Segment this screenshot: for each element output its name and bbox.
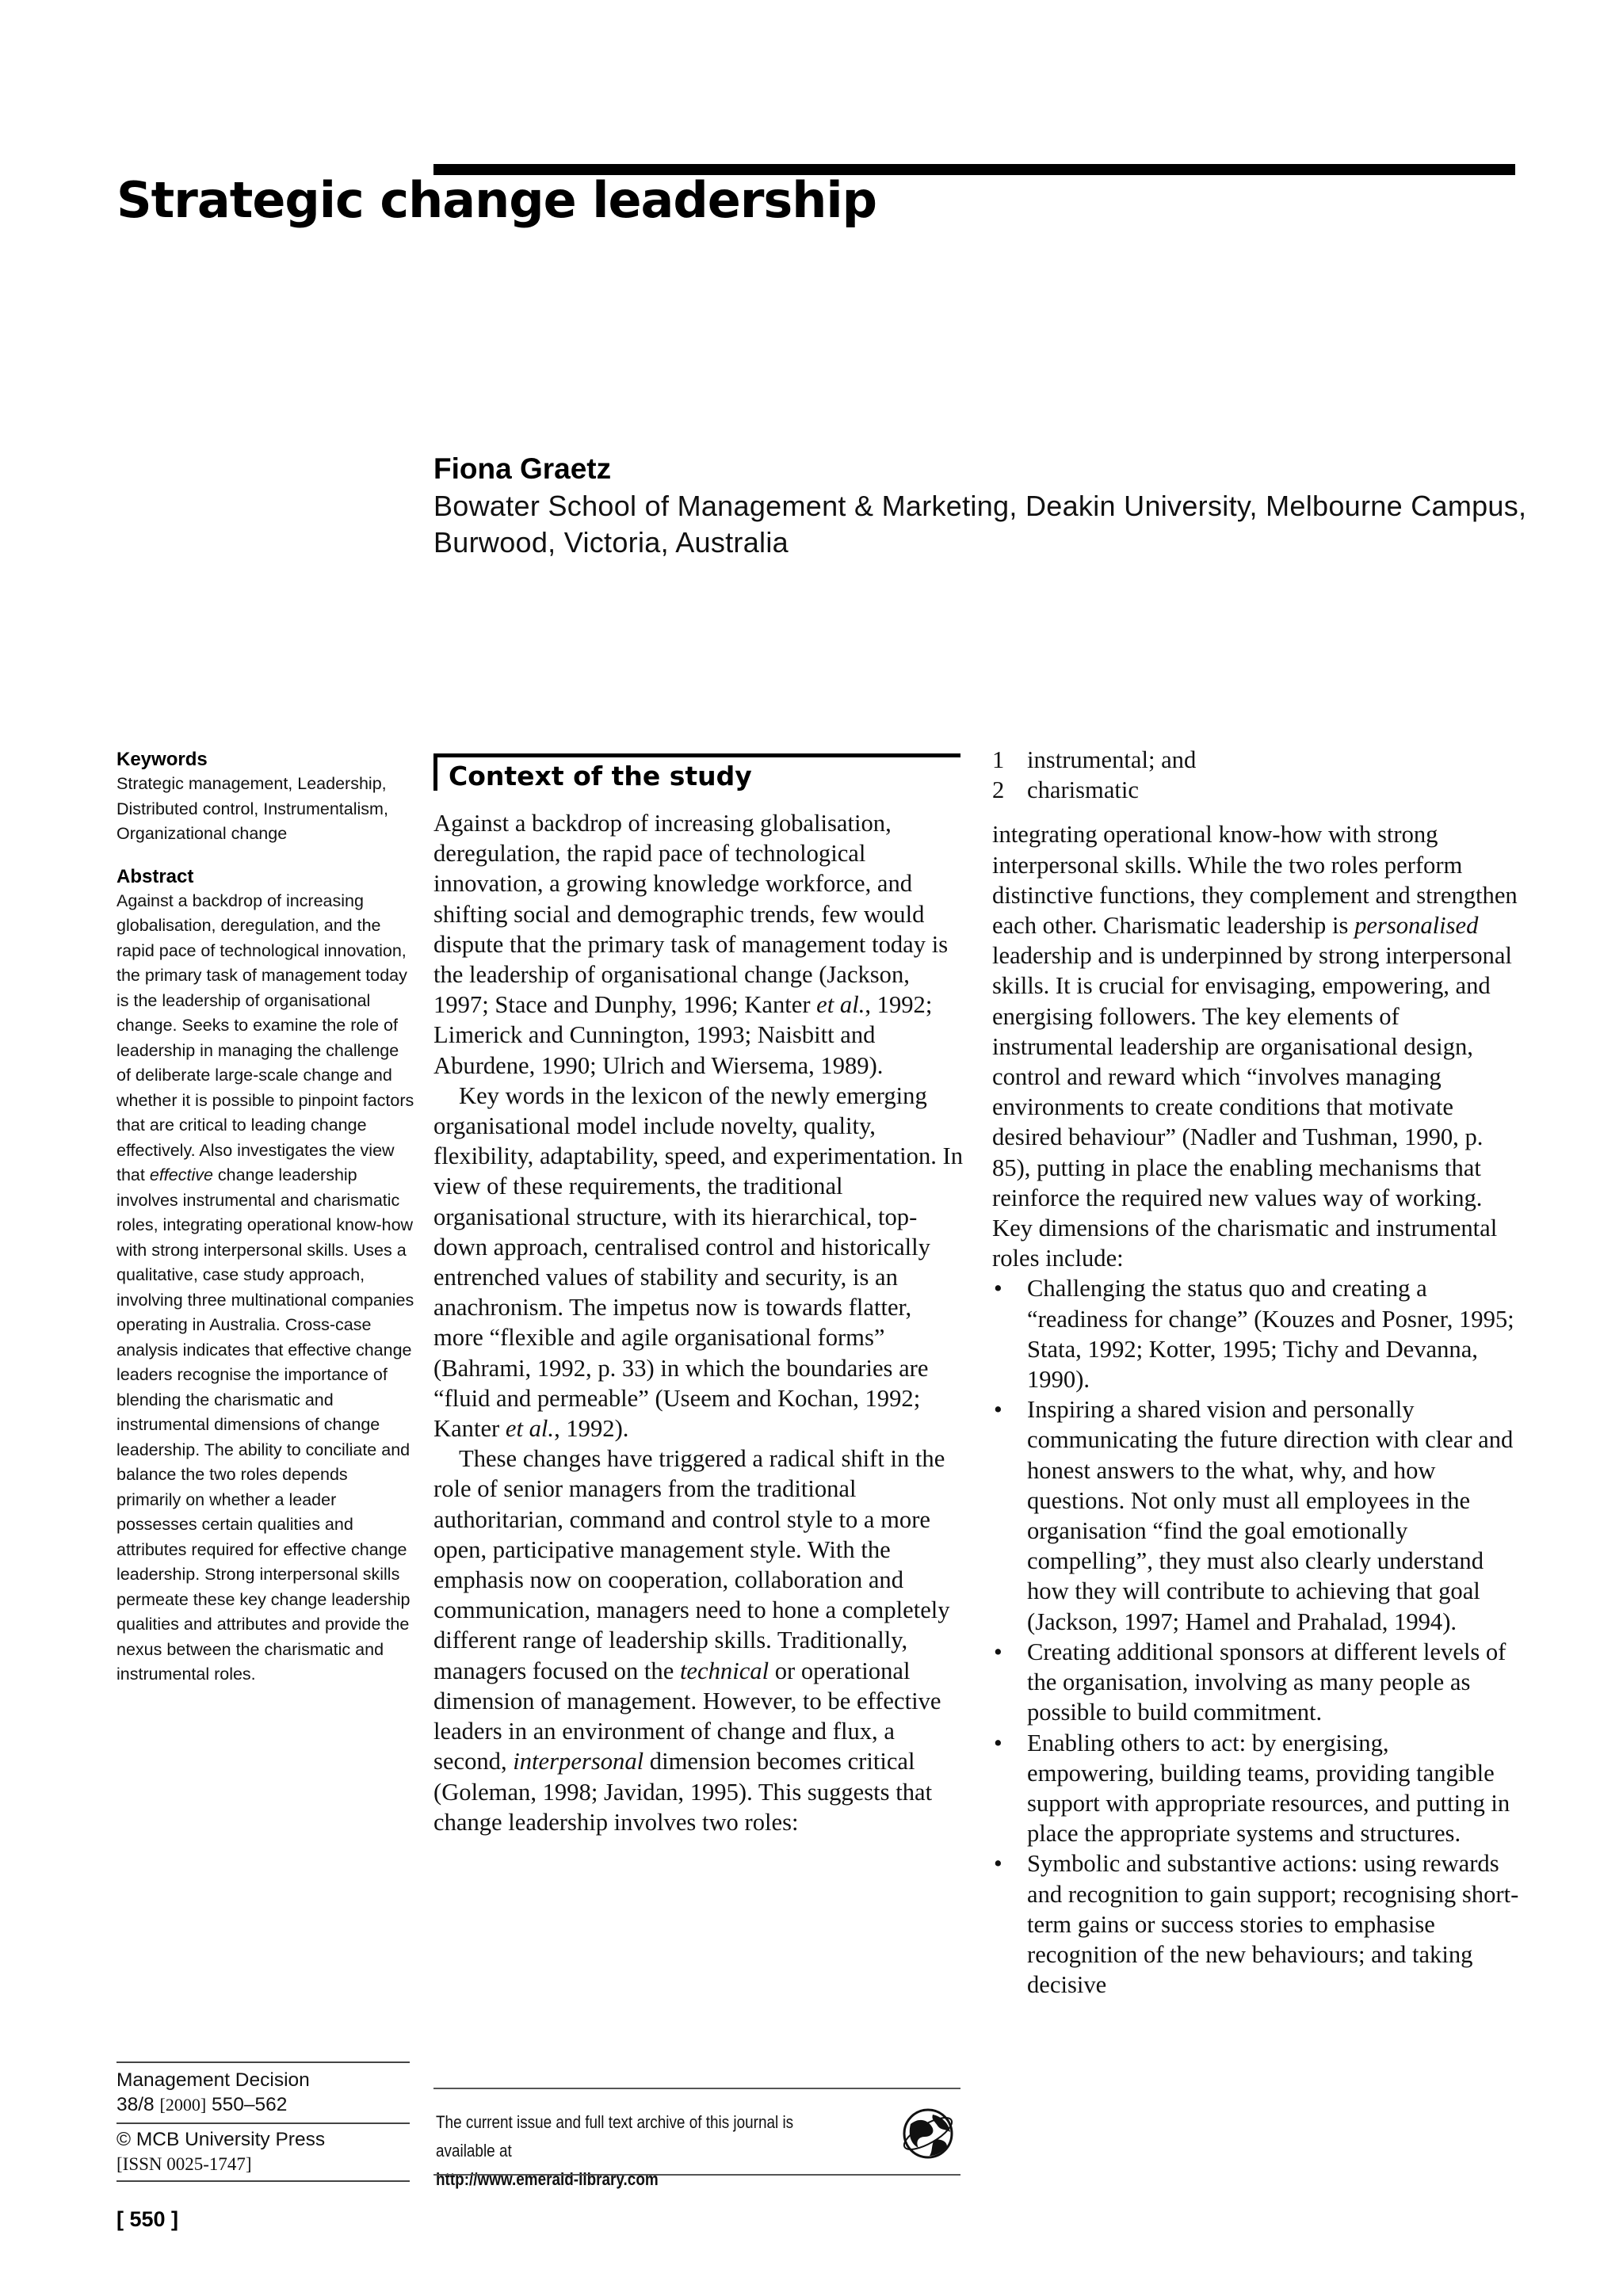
journal-volume xyxy=(116,2092,410,2117)
bullet-text: Creating additional sponsors at different levels of the organisation, involving as many people as possible to build commitment. xyxy=(1027,1638,1507,1726)
journal-info xyxy=(116,2061,410,2182)
globe-logo-icon xyxy=(899,2105,957,2162)
roles-list xyxy=(992,745,1519,805)
bullet-item xyxy=(992,1728,1519,1849)
journal-availability-note xyxy=(436,2108,831,2194)
body-column-right xyxy=(992,745,1519,2000)
dimensions-bullet-list xyxy=(992,1273,1519,2000)
bullet-icon: • xyxy=(994,1638,1002,1665)
abstract-part-1: Against a backdrop of increasing globalisation, deregulation, and the rapid pace of technological innovation, the primary task of management today is the leadership of organisational change. Seeks to examine the role of leadership in managing the challenge of deliberate large-scale change and whether it is possible to pinpoint factors that are critical to leading change effectively. Also investigates the view that xyxy=(116,891,414,1184)
paragraph-3-text-c: dimension becomes critical (Goleman, 1998; Javidan, 1995). This suggests that change leadership involves two roles: xyxy=(433,1748,933,1836)
bullet-item xyxy=(992,1848,1519,2000)
bullet-item xyxy=(992,1394,1519,1637)
paragraph-2-text-a: Key words in the lexicon of the newly emerging organisational model include novelty, quality, flexibility, adaptability, speed, and experimentation. In view of these requirements, the traditional organisational structure, with its hierarchical, top-down approach, centralised control and historically entrenched values of stability and security, is an anachronism. The impetus now is towards flatter, more “flexible and agile organisational forms” (Bahrami, 1992, p. 33) in which the boundaries are “fluid and permeable” (Useem and Kochan, 1992; Kanter xyxy=(433,1081,964,1443)
journal-volume-year: [2000] xyxy=(159,2095,207,2115)
sidebar xyxy=(116,747,416,1688)
bullet-text: Inspiring a shared vision and personally communicating the future direction with clear and honest answers to the what, why, and how questions. Not only must all employees in the organisation “find the goal emotionally compelling”, they must also clearly understand how they will contribute to achieving that goal (Jackson, 1997; Hamel and Prahalad, 1994). xyxy=(1027,1396,1514,1635)
journal-volume-pages: 550–562 xyxy=(206,2094,288,2115)
author-name: Fiona Graetz xyxy=(433,452,612,485)
bullet-text: Symbolic and substantive actions: using rewards and recognition to gain support; recognising short-term gains or success stories to emphasise recognition of the new behaviours; and taking decisive xyxy=(1027,1850,1519,1999)
paragraph-4 xyxy=(992,819,1519,1273)
bullet-item xyxy=(992,1273,1519,1394)
abstract-emphasis: effective xyxy=(149,1165,213,1184)
paragraph-3-emphasis-2: interpersonal xyxy=(513,1748,644,1775)
journal-rule-bottom xyxy=(116,2180,410,2182)
paragraph-3 xyxy=(433,1444,964,1837)
abstract-part-2: change leadership involves instrumental and charismatic roles, integrating operational know-how with strong interpersonal skills. Uses a qualitative, case study approach, involving three multinational companies operating in Australia. Cross-case analysis indicates that effective change leaders recognise the importance of blending the charismatic and instrumental dimensions of change leadership. The ability to conciliate and balance the two roles depends primarily on whether a leader possesses certain qualities and attributes required for effective change leadership. Strong interpersonal skills permeate these key change leadership qualities and attributes and provide the nexus between the charismatic and instrumental roles. xyxy=(116,1165,414,1684)
author-block xyxy=(433,450,1527,561)
list-item xyxy=(992,745,1519,775)
section-heading: Context of the study xyxy=(449,761,752,791)
bullet-text: Challenging the status quo and creating a “readiness for change” (Kouzes and Posner, 1995; Stata, 1992; Kotter, 1995; Tichy and Devanna, 1990). xyxy=(1027,1275,1514,1394)
paragraph-1-text-a: Against a backdrop of increasing globalisation, deregulation, the rapid pace of technological innovation, a growing knowledge workforce, and shifting social and demographic trends, few would dispute that the primary task of management today is the leadership of organisational change (Jackson, 1997; Stace and Dunphy, 1996; Kanter xyxy=(433,810,949,1019)
bullet-item xyxy=(992,1637,1519,1728)
bullet-icon: • xyxy=(994,1275,1002,1302)
paragraph-3-emphasis-1: technical xyxy=(679,1657,769,1684)
paragraph-1 xyxy=(433,808,964,1081)
bullet-icon: • xyxy=(994,1850,1002,1878)
page-number: [ 550 ] xyxy=(116,2207,179,2231)
article-title: Strategic change leadership xyxy=(116,171,877,229)
body-column-middle xyxy=(433,808,964,1837)
paragraph-3-text-a: These changes have triggered a radical shift in the role of senior managers from the traditional authoritarian, command and control style to a more open, participative management style. With the emphasis now on cooperation, collaboration and communication, managers need to hone a completely different range of leadership skills. Traditionally, managers focused on the xyxy=(433,1445,950,1684)
paragraph-2 xyxy=(433,1081,964,1444)
footer-rule-bottom xyxy=(433,2174,960,2176)
paragraph-4-text-b: leadership and is underpinned by strong interpersonal skills. It is crucial for envisaging, empowering, and energising followers. The key elements of instrumental leadership are organisational design, control and reward which “involves managing environments to create conditions that motivate desired behaviour” (Nadler and Tushman, 1990, p. 85), putting in place the enabling mechanisms that reinforce the required new values way of working. Key dimensions of the charismatic and instrumental roles include: xyxy=(992,942,1512,1272)
journal-rule-top xyxy=(116,2061,410,2063)
availability-text: The current issue and full text archive of this journal is available at xyxy=(436,2112,794,2161)
list-item-number: 2 xyxy=(992,776,1005,804)
abstract-text xyxy=(116,889,416,1688)
issn: [ISSN 0025-1747] xyxy=(116,2154,252,2174)
paragraph-4-emphasis: personalised xyxy=(1354,912,1479,940)
journal-rule-middle xyxy=(116,2122,410,2124)
paragraph-3-text-b: or operational dimension of management. However, to be effective leaders in an environment of change and flux, a second, xyxy=(433,1657,941,1775)
abstract-heading: Abstract xyxy=(116,865,194,887)
footer-rule-top xyxy=(433,2088,960,2089)
bullet-icon: • xyxy=(994,1396,1002,1424)
bullet-text: Enabling others to act: by energising, empowering, building teams, providing tangible support with appropriate resources, and putting in place the appropriate systems and structures. xyxy=(1027,1729,1510,1848)
list-item-text: instrumental; and xyxy=(1027,746,1197,773)
journal-volume-number: 38/8 xyxy=(116,2094,160,2115)
list-item xyxy=(992,775,1519,805)
paragraph-1-text-b: , 1992; Limerick and Cunnington, 1993; Naisbitt and Aburdene, 1990; Ulrich and Wiersema, 1989). xyxy=(433,991,933,1079)
list-item-number: 1 xyxy=(992,746,1005,773)
journal-url-link[interactable]: http://www.emerald-library.com xyxy=(436,2169,659,2189)
bullet-icon: • xyxy=(994,1729,1002,1756)
list-item-text: charismatic xyxy=(1027,776,1140,804)
keywords-text: Strategic management, Leadership, Distributed control, Instrumentalism, Organizational change xyxy=(116,774,388,843)
journal-name: Management Decision xyxy=(116,2069,310,2091)
copyright: © MCB University Press xyxy=(116,2129,326,2150)
paragraph-4-text-a: integrating operational know-how with strong interpersonal skills. While the two roles perform distinctive functions, they complement and strengthen each other. Charismatic leadership is xyxy=(992,821,1518,940)
section-heading-rule xyxy=(433,753,960,757)
paragraph-2-text-b: , 1992). xyxy=(554,1415,629,1443)
section-heading-rule-left xyxy=(433,753,437,791)
paragraph-1-emphasis: et al. xyxy=(816,991,865,1019)
keywords-heading: Keywords xyxy=(116,749,208,770)
author-affiliation: Bowater School of Management & Marketing, Deakin University, Melbourne Campus, Burwood, Victoria, Australia xyxy=(433,490,1527,559)
paragraph-2-emphasis: et al. xyxy=(505,1415,555,1443)
